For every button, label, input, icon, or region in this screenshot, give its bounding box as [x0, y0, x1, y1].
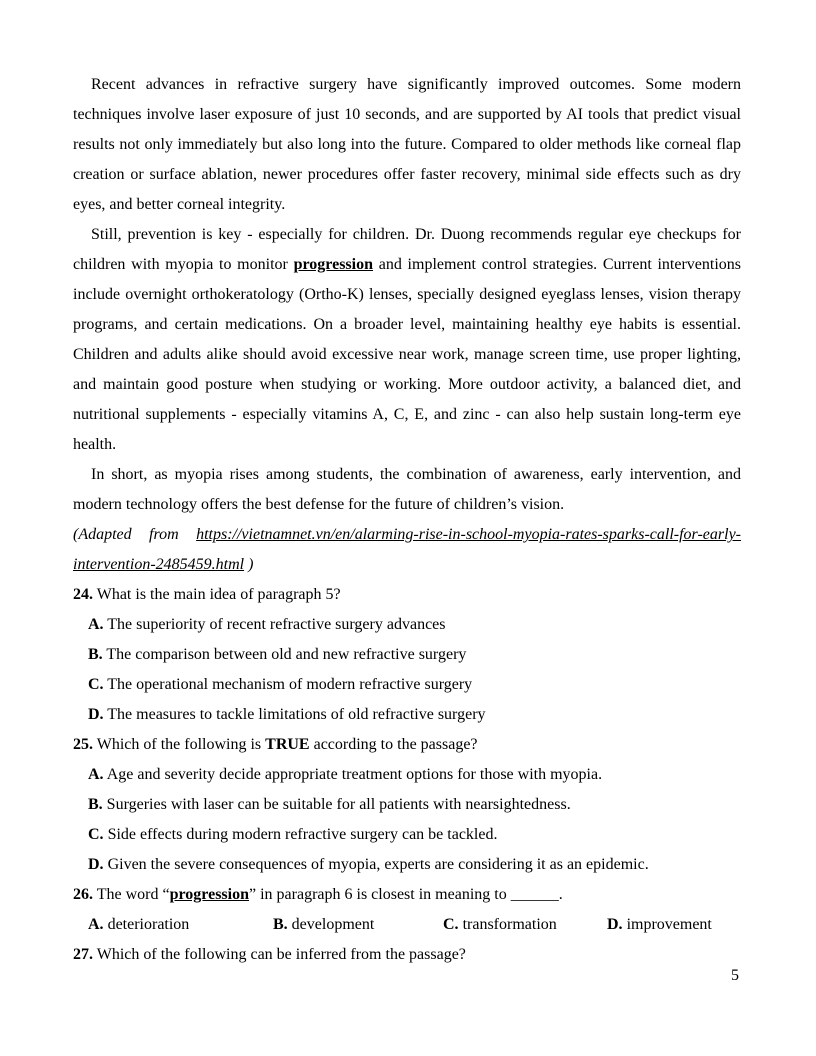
page-number: 5: [731, 967, 739, 984]
passage-paragraph-5: [73, 70, 741, 220]
question-25-options: [73, 760, 741, 880]
option-letter: B.: [88, 646, 103, 663]
question-25-text-before: Which of the following is: [96, 736, 266, 753]
option-24-d: [73, 700, 741, 730]
option-26-d: [607, 910, 741, 940]
option-text: The measures to tackle limitations of old refractive surgery: [107, 706, 486, 723]
option-letter: C.: [88, 826, 104, 843]
option-26-c: [443, 910, 607, 940]
option-text: transformation: [462, 916, 557, 933]
option-text: The operational mechanism of modern refractive surgery: [107, 676, 473, 693]
question-24-number: 24.: [73, 586, 93, 603]
option-25-d: [73, 850, 741, 880]
question-25-text-after: according to the passage?: [313, 736, 478, 753]
question-26-options: [73, 910, 741, 940]
option-letter: D.: [88, 856, 104, 873]
paragraph-5-text: Recent advances in refractive surgery have significantly improved outcomes. Some modern techniques involve laser exposure of just 10 seconds, and are supported by AI tools that predict visual results not only immediately but also long into the future. Compared to older methods like corneal flap creation or surface ablation, newer procedures offer faster recovery, minimal side effects such as dry eyes, and better corneal integrity.: [73, 76, 741, 213]
option-26-b: [273, 910, 443, 940]
option-text: improvement: [626, 916, 712, 933]
question-25-number: 25.: [73, 736, 93, 753]
option-26-a: [88, 910, 273, 940]
question-24: [73, 580, 741, 610]
option-text: The superiority of recent refractive surgery advances: [107, 616, 446, 633]
source-prefix: (Adapted from: [73, 526, 197, 543]
option-25-b: [73, 790, 741, 820]
question-25: [73, 730, 741, 760]
question-26-number: 26.: [73, 886, 93, 903]
option-letter: C.: [88, 676, 104, 693]
option-letter: D.: [88, 706, 104, 723]
option-letter: A.: [88, 916, 104, 933]
option-letter: D.: [607, 916, 623, 933]
option-text: Given the severe consequences of myopia, experts are considering it as an epidemic.: [107, 856, 649, 873]
option-24-c: [73, 670, 741, 700]
option-text: The comparison between old and new refractive surgery: [106, 646, 467, 663]
source-url-link[interactable]: https://vietnamnet.vn/en/alarming-rise-in-school-myopia-rates-sparks-call-for-early-intervention-2485459.html: [73, 526, 741, 573]
keyword-progression: progression: [293, 256, 373, 273]
source-attribution: [73, 520, 741, 580]
option-letter: A.: [88, 766, 104, 783]
option-24-a: [73, 610, 741, 640]
true-emphasis: TRUE: [265, 736, 310, 753]
question-27-text: Which of the following can be inferred from the passage?: [96, 946, 466, 963]
paragraph-7-text: In short, as myopia rises among students, the combination of awareness, early intervention, and modern technology offers the best defense for the future of children’s vision.: [73, 466, 741, 513]
option-25-c: [73, 820, 741, 850]
option-letter: A.: [88, 616, 104, 633]
option-letter: B.: [88, 796, 103, 813]
question-26-text-before: The word “: [96, 886, 170, 903]
option-text: Side effects during modern refractive surgery can be tackled.: [107, 826, 498, 843]
question-27-number: 27.: [73, 946, 93, 963]
passage-paragraph-7: [73, 460, 741, 520]
question-24-text: What is the main idea of paragraph 5?: [96, 586, 341, 603]
option-letter: B.: [273, 916, 288, 933]
paragraph-6-text-before: Still, prevention is key - especially for children. Dr. Duong recommends regular eye checkups for children with myopia to monitor: [73, 226, 741, 273]
keyword-progression-quoted: progression: [169, 886, 249, 903]
question-26: [73, 880, 741, 910]
option-text: Age and severity decide appropriate treatment options for those with myopia.: [106, 766, 603, 783]
source-suffix: ): [248, 556, 254, 573]
question-24-options: [73, 610, 741, 730]
option-24-b: [73, 640, 741, 670]
option-text: development: [291, 916, 375, 933]
option-letter: C.: [443, 916, 459, 933]
option-25-a: [73, 760, 741, 790]
question-27: [73, 940, 741, 970]
paragraph-6-text-after: and implement control strategies. Current interventions include overnight orthokeratology (Ortho-K) lenses, specially designed eyeglass lenses, vision therapy programs, and certain medications. On a broader level, maintaining healthy eye habits is essential. Children and adults alike should avoid excessive near work, manage screen time, use proper lighting, and maintain good posture when studying or working. More outdoor activity, a balanced diet, and nutritional supplements - especially vitamins A, C, E, and zinc - can also help sustain long-term eye health.: [73, 256, 742, 453]
passage-paragraph-6: [73, 220, 741, 460]
option-text: deterioration: [107, 916, 190, 933]
option-text: Surgeries with laser can be suitable for all patients with nearsightedness.: [106, 796, 571, 813]
question-26-text-after: ” in paragraph 6 is closest in meaning to ______.: [249, 886, 563, 903]
